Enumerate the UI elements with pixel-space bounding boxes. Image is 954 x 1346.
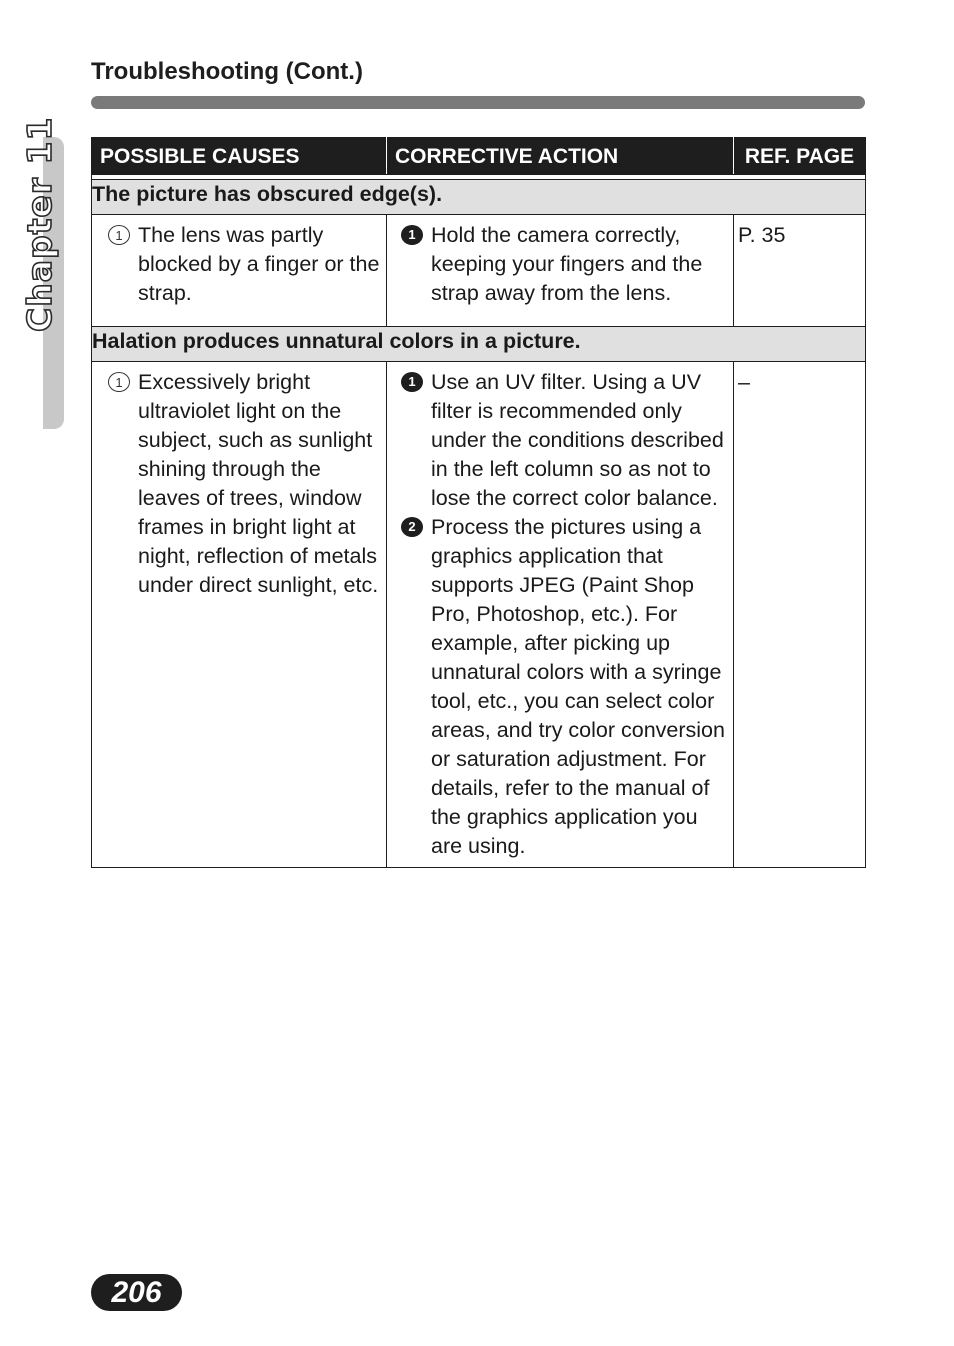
action-item: [387, 368, 727, 513]
column-header-ref: REF. PAGE: [734, 138, 866, 175]
section-heading: The picture has obscured edge(s).: [92, 180, 866, 215]
chapter-label: Chapter 11: [20, 116, 59, 332]
ref-page-cell: –: [734, 362, 866, 868]
cause-item: [92, 368, 380, 600]
table-header-row: [92, 138, 866, 175]
title-rule: [91, 96, 865, 109]
table-row: [92, 215, 866, 327]
section-heading: Halation produces unnatural colors in a picture.: [92, 327, 866, 362]
action-cell: [387, 215, 734, 327]
section-heading-row: [92, 327, 866, 362]
filled-circled-number-icon: 1: [401, 225, 423, 245]
section-heading-row: [92, 180, 866, 215]
filled-circled-number-icon: 1: [401, 372, 423, 392]
circled-number-icon: 1: [108, 372, 130, 392]
page-title: Troubleshooting (Cont.): [91, 58, 363, 85]
troubleshooting-table: [91, 137, 866, 868]
circled-number-icon: 1: [108, 225, 130, 245]
cause-cell: [92, 215, 387, 327]
action-item: [387, 221, 727, 308]
column-header-action: CORRECTIVE ACTION: [387, 138, 734, 175]
filled-circled-number-icon: 2: [401, 517, 423, 537]
action-text: Process the pictures using a graphics application that supports JPEG (Paint Shop Pro, Photoshop, etc.). For example, after picking up unnatural colors with a syringe tool, etc., you can select color areas, and try color conversion or saturation adjustment. For details, refer to the manual of the graphics application you are using.: [431, 515, 725, 858]
cause-item: [92, 221, 380, 308]
cause-cell: [92, 362, 387, 868]
action-text: Hold the camera correctly, keeping your fingers and the strap away from the lens.: [431, 223, 703, 305]
cause-text: Excessively bright ultraviolet light on the subject, such as sunlight shining through the leaves of trees, window frames in bright light at night, reflection of metals under direct sunlight, etc.: [138, 370, 379, 597]
table-row: [92, 362, 866, 868]
action-text: Use an UV filter. Using a UV filter is recommended only under the conditions described in the left column so as not to lose the correct color balance.: [431, 370, 724, 510]
action-item: [387, 513, 727, 861]
ref-page-cell: P. 35: [734, 215, 866, 327]
action-cell: [387, 362, 734, 868]
page-number: 206: [91, 1274, 182, 1311]
column-header-causes: POSSIBLE CAUSES: [92, 138, 387, 175]
cause-text: The lens was partly blocked by a finger or the strap.: [138, 223, 380, 305]
